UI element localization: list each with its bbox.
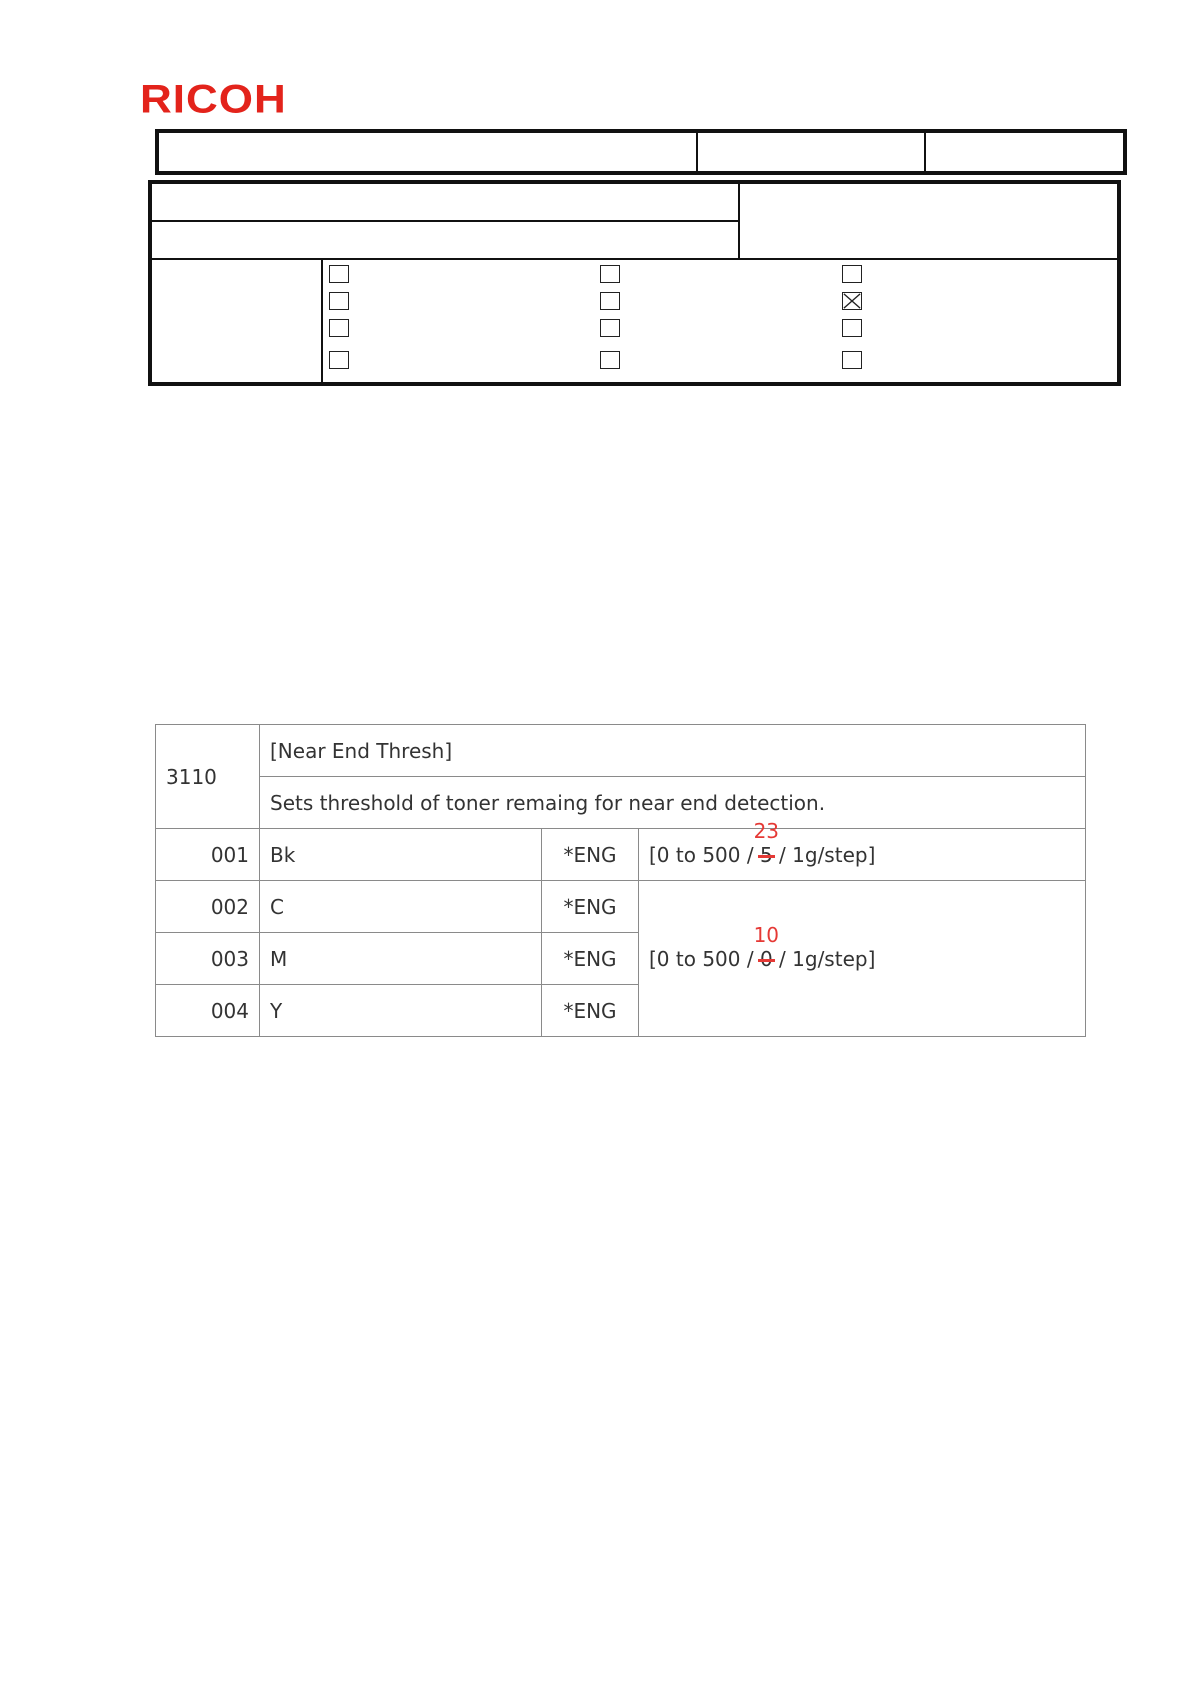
header-divider-2 <box>924 133 926 171</box>
subject-row-divider <box>152 220 738 222</box>
range-cell-cmy <box>639 881 1086 1037</box>
row-number: 001 <box>156 829 260 881</box>
sp-description: Sets threshold of toner remaing for near end detection. <box>260 777 1086 829</box>
classification-label-divider <box>321 259 323 382</box>
row-name: M <box>260 933 542 985</box>
sp-code: 3110 <box>156 725 260 829</box>
checkbox-r4-c1[interactable] <box>329 351 349 369</box>
classification-top-line <box>152 258 1117 260</box>
range-prefix: [0 to 500 / <box>649 842 754 867</box>
strikethrough-mark <box>758 855 775 858</box>
range-prefix: [0 to 500 / <box>649 946 754 971</box>
header-divider-1 <box>696 133 698 171</box>
range-suffix: / 1g/step] <box>779 946 876 971</box>
checkbox-r2-c1[interactable] <box>329 292 349 310</box>
subject-column-divider <box>738 184 740 259</box>
header-info-box <box>148 180 1121 386</box>
row-eng: *ENG <box>542 985 639 1037</box>
new-default-value: 10 <box>753 922 780 947</box>
checkbox-r1-c2[interactable] <box>600 265 620 283</box>
header-title-box <box>155 129 1127 175</box>
sp-description-row <box>156 777 1086 829</box>
row-name: Bk <box>260 829 542 881</box>
ricoh-logo: RICOH <box>140 77 287 122</box>
sp-title-row <box>156 725 1086 777</box>
checkbox-cross-mark <box>843 293 861 309</box>
new-default-value: 23 <box>753 818 780 843</box>
table-row <box>156 829 1086 881</box>
checkbox-r2-c3[interactable] <box>842 292 862 310</box>
checkbox-r1-c3[interactable] <box>842 265 862 283</box>
table-row <box>156 881 1086 933</box>
checkbox-r3-c1[interactable] <box>329 319 349 337</box>
row-number: 003 <box>156 933 260 985</box>
old-default-value <box>753 818 780 867</box>
row-name: C <box>260 881 542 933</box>
old-default-value <box>753 922 780 971</box>
checkbox-r3-c3[interactable] <box>842 319 862 337</box>
range-suffix: / 1g/step] <box>779 842 876 867</box>
strikethrough-mark <box>758 959 775 962</box>
row-number: 002 <box>156 881 260 933</box>
sp-mode-table <box>155 724 1086 1037</box>
checkbox-r2-c2[interactable] <box>600 292 620 310</box>
row-number: 004 <box>156 985 260 1037</box>
checkbox-r3-c2[interactable] <box>600 319 620 337</box>
range-cell-bk <box>639 818 1086 881</box>
checkbox-r4-c3[interactable] <box>842 351 862 369</box>
checkbox-r4-c2[interactable] <box>600 351 620 369</box>
row-eng: *ENG <box>542 881 639 933</box>
row-eng: *ENG <box>542 829 639 881</box>
row-name: Y <box>260 985 542 1037</box>
row-eng: *ENG <box>542 933 639 985</box>
sp-title: [Near End Thresh] <box>260 725 1086 777</box>
checkbox-r1-c1[interactable] <box>329 265 349 283</box>
